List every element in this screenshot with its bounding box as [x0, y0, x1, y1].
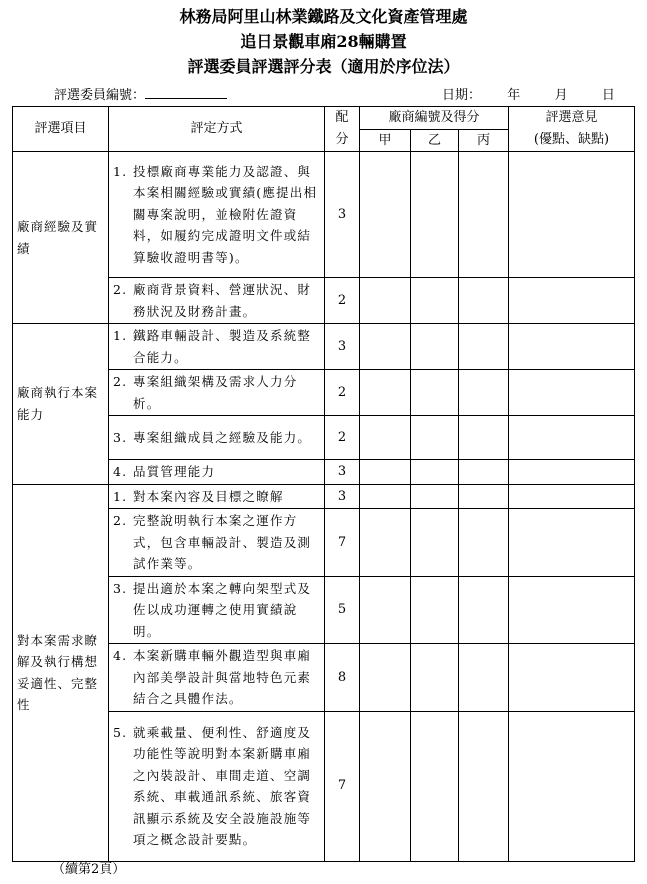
opinion-cell[interactable]	[509, 576, 635, 644]
continued-note: （續第2頁）	[52, 862, 126, 877]
criterion-text	[109, 509, 325, 577]
opinion-cell[interactable]	[509, 711, 635, 861]
criterion-text	[109, 324, 325, 370]
criterion-number: 4.	[113, 464, 128, 479]
category-name: 廠商經驗及實績	[13, 152, 109, 324]
criterion-row	[13, 484, 635, 509]
criterion-score: 2	[325, 416, 360, 460]
document-subtitle: 追日景觀車廂28輛購置	[240, 32, 407, 51]
date-day-label: 日	[601, 88, 615, 103]
vendor-b-score-cell[interactable]	[411, 644, 459, 712]
criterion-number: 2.	[113, 282, 128, 297]
form-title: 評選委員評選評分表（適用於序位法）	[187, 57, 460, 76]
criterion-score: 3	[325, 460, 360, 485]
opinion-cell[interactable]	[509, 278, 635, 324]
member-number-blank[interactable]	[145, 86, 227, 99]
criterion-text	[109, 644, 325, 712]
header-item: 評選項目	[13, 107, 109, 152]
date-label: 日期：	[442, 88, 482, 103]
vendor-c-score-cell[interactable]	[459, 278, 509, 324]
vendor-b-score-cell[interactable]	[411, 278, 459, 324]
criterion-number: 3.	[113, 429, 128, 445]
vendor-b-score-cell[interactable]	[411, 509, 459, 577]
vendor-a-score-cell[interactable]	[360, 460, 411, 485]
vendor-c-score-cell[interactable]	[459, 152, 509, 278]
vendor-a-score-cell[interactable]	[360, 711, 411, 861]
criterion-description: 對本案內容及目標之瞭解	[133, 488, 284, 504]
evaluation-table	[12, 106, 635, 862]
vendor-c-score-cell[interactable]	[459, 711, 509, 861]
vendor-c-score-cell[interactable]	[459, 576, 509, 644]
vendor-b-score-cell[interactable]	[411, 324, 459, 370]
vendor-c-score-cell[interactable]	[459, 460, 509, 485]
date-year-label: 年	[507, 88, 521, 103]
header-vendor-c: 丙	[459, 129, 509, 152]
opinion-cell[interactable]	[509, 416, 635, 460]
vendor-b-score-cell[interactable]	[411, 711, 459, 861]
criterion-number: 1.	[113, 328, 128, 343]
vendor-c-score-cell[interactable]	[459, 484, 509, 509]
date-month-label: 月	[554, 88, 568, 103]
criterion-text	[109, 711, 325, 861]
criterion-text	[109, 152, 325, 278]
opinion-cell[interactable]	[509, 460, 635, 485]
criterion-text	[109, 484, 325, 509]
vendor-c-score-cell[interactable]	[459, 644, 509, 712]
criterion-description: 品質管理能力	[133, 464, 216, 479]
date-field	[442, 84, 615, 103]
category-name: 廠商執行本案能力	[13, 324, 109, 485]
criterion-text	[109, 576, 325, 644]
criterion-score: 2	[325, 278, 360, 324]
vendor-a-score-cell[interactable]	[360, 324, 411, 370]
criterion-number: 1.	[113, 488, 128, 504]
vendor-b-score-cell[interactable]	[411, 484, 459, 509]
criterion-description: 就乘載量、便利性、舒適度及功能性等說明對本案新購車廂之內裝設計、車間走道、空調系統、車載通訊系統、旅客資訊顯示系統及安全設施設施等項之概念設計要點。	[133, 724, 312, 847]
criterion-score: 3	[325, 484, 360, 509]
vendor-a-score-cell[interactable]	[360, 152, 411, 278]
criterion-description: 專案組織成員之經驗及能力。	[133, 429, 312, 445]
criterion-score: 5	[325, 576, 360, 644]
opinion-cell[interactable]	[509, 484, 635, 509]
vendor-a-score-cell[interactable]	[360, 278, 411, 324]
vendor-a-score-cell[interactable]	[360, 484, 411, 509]
vendor-c-score-cell[interactable]	[459, 324, 509, 370]
header-method: 評定方式	[109, 107, 325, 152]
criterion-description: 投標廠商專業能力及認證、與本案相關經驗或實績(應提出相關專案說明，並檢附佐證資料，如履約完成證明文件或結算驗收證明書等)。	[133, 163, 318, 265]
criterion-number: 2.	[113, 513, 128, 528]
criterion-description: 鐵路車輛設計、製造及系統整合能力。	[133, 328, 312, 365]
criterion-text	[109, 278, 325, 324]
header-opinion-bottom: (優點、缺點)	[509, 129, 635, 152]
vendor-b-score-cell[interactable]	[411, 416, 459, 460]
vendor-b-score-cell[interactable]	[411, 152, 459, 278]
criterion-description: 本案新購車輛外觀造型與車廂內部美學設計與當地特色元素結合之具體作法。	[133, 648, 312, 706]
vendor-c-score-cell[interactable]	[459, 416, 509, 460]
opinion-cell[interactable]	[509, 644, 635, 712]
header-vendor-a: 甲	[360, 129, 411, 152]
member-number-label: 評選委員編號：	[54, 88, 146, 103]
criterion-description: 專案組織架構及需求人力分析。	[133, 374, 298, 411]
criterion-description: 提出適於本案之轉向架型式及佐以成功運轉之使用實績說明。	[133, 580, 312, 639]
criterion-number: 3.	[113, 580, 128, 596]
vendor-a-score-cell[interactable]	[360, 370, 411, 416]
vendor-c-score-cell[interactable]	[459, 509, 509, 577]
category-name: 對本案需求瞭解及執行構想妥適性、完整性	[13, 484, 109, 861]
header-vendor-b: 乙	[411, 129, 459, 152]
criterion-score: 3	[325, 324, 360, 370]
header-vendor-group: 廠商編號及得分	[360, 107, 509, 130]
member-number-field	[54, 84, 227, 103]
criterion-number: 5.	[113, 724, 128, 740]
criterion-number: 1.	[113, 163, 128, 179]
vendor-a-score-cell[interactable]	[360, 576, 411, 644]
vendor-a-score-cell[interactable]	[360, 416, 411, 460]
opinion-cell[interactable]	[509, 509, 635, 577]
criterion-row	[13, 324, 635, 370]
header-opinion-top: 評選意見	[509, 107, 635, 130]
vendor-b-score-cell[interactable]	[411, 370, 459, 416]
header-score-top: 配	[325, 107, 360, 130]
criterion-text	[109, 460, 325, 485]
criterion-text	[109, 416, 325, 460]
criterion-score: 8	[325, 644, 360, 712]
vendor-a-score-cell[interactable]	[360, 509, 411, 577]
criterion-text	[109, 370, 325, 416]
criterion-description: 廠商背景資料、營運狀況、財務狀況及財務計畫。	[133, 282, 312, 319]
opinion-cell[interactable]	[509, 370, 635, 416]
criterion-score: 7	[325, 711, 360, 861]
document-title: 林務局阿里山林業鐵路及文化資產管理處	[179, 7, 468, 26]
criterion-description: 完整說明執行本案之運作方式，包含車輛設計、製造及測試作業等。	[133, 513, 312, 571]
vendor-b-score-cell[interactable]	[411, 576, 459, 644]
opinion-cell[interactable]	[509, 152, 635, 278]
vendor-c-score-cell[interactable]	[459, 370, 509, 416]
vendor-a-score-cell[interactable]	[360, 644, 411, 712]
opinion-cell[interactable]	[509, 324, 635, 370]
criterion-score: 2	[325, 370, 360, 416]
criterion-score: 7	[325, 509, 360, 577]
criterion-number: 2.	[113, 374, 128, 389]
criterion-score: 3	[325, 152, 360, 278]
vendor-b-score-cell[interactable]	[411, 460, 459, 485]
criterion-number: 4.	[113, 648, 128, 663]
header-score-bottom: 分	[325, 129, 360, 152]
criterion-row	[13, 152, 635, 278]
